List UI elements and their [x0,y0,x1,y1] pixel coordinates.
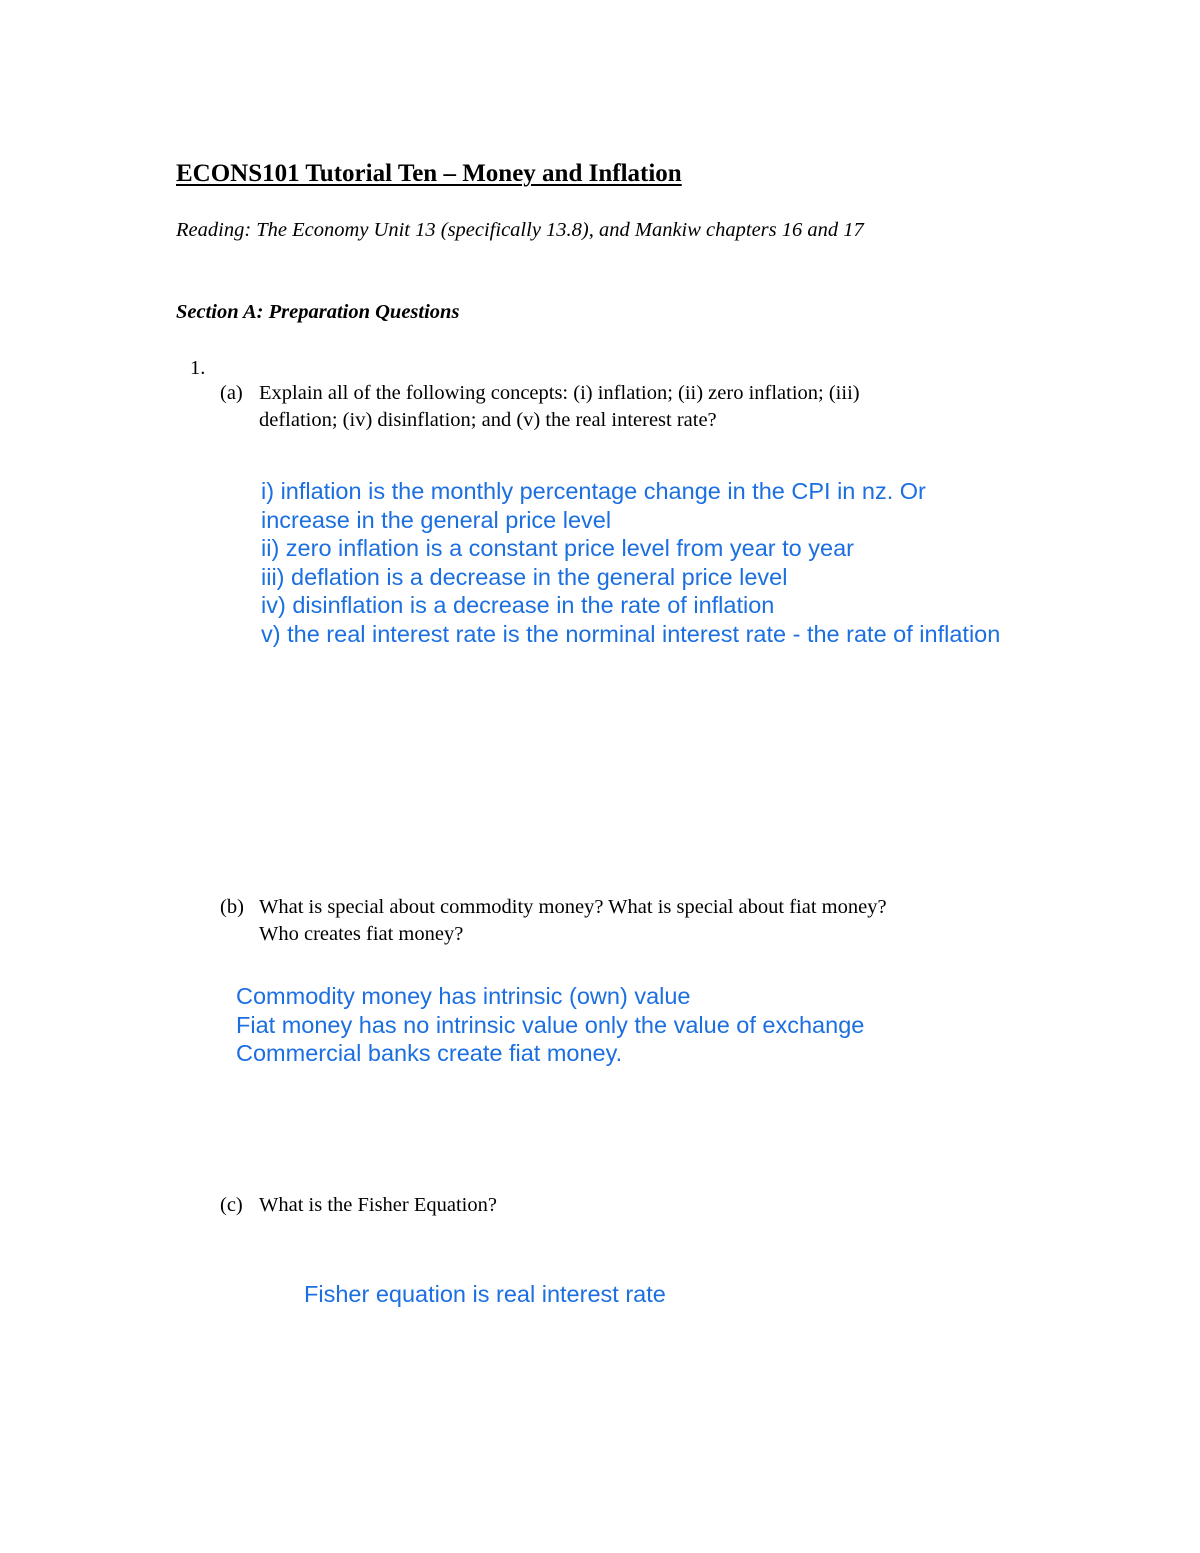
question-b-line-1: What is special about commodity money? What is special about fiat money? [259,896,887,918]
answer-b-line: Fiat money has no intrinsic value only the value of exchange [236,1011,865,1038]
answer-b [236,982,864,1068]
section-heading: Section A: Preparation Questions [176,301,460,323]
answer-c-line: Fisher equation is real interest rate [304,1281,666,1307]
answer-a-line: iii) deflation is a decrease in the general price level [261,563,788,590]
part-label-b: (b) [220,896,244,918]
answer-a-line: iv) disinflation is a decrease in the rate of inflation [261,592,775,619]
part-label-a: (a) [220,382,243,404]
answer-a-line: ii) zero inflation is a constant price level from year to year [261,535,854,562]
answer-b-line: Commercial banks create fiat money. [236,1040,623,1067]
answer-a [261,477,1000,649]
question-number: 1. [190,357,206,379]
question-a-line-1: Explain all of the following concepts: (i) inflation; (ii) zero inflation; (iii) [259,382,860,404]
answer-a-line: increase in the general price level [261,506,612,533]
part-label-c: (c) [220,1194,243,1216]
answer-b-line: Commodity money has intrinsic (own) value [236,983,691,1009]
answer-a-line: i) inflation is the monthly percentage change in the CPI in nz. Or [261,478,926,504]
answer-c [304,1280,666,1309]
answer-a-line: v) the real interest rate is the norminal interest rate - the rate of inflation [261,620,1001,647]
question-a-line-2: deflation; (iv) disinflation; and (v) the real interest rate? [259,409,717,431]
question-c-line-1: What is the Fisher Equation? [259,1194,497,1216]
question-part-a [220,382,860,405]
reading-note: Reading: The Economy Unit 13 (specifically 13.8), and Mankiw chapters 16 and 17 [176,219,864,241]
question-part-c [220,1194,497,1217]
question-b-line-2: Who creates fiat money? [259,923,464,945]
question-part-b [220,896,887,919]
document-title: ECONS101 Tutorial Ten – Money and Inflation [176,160,682,187]
